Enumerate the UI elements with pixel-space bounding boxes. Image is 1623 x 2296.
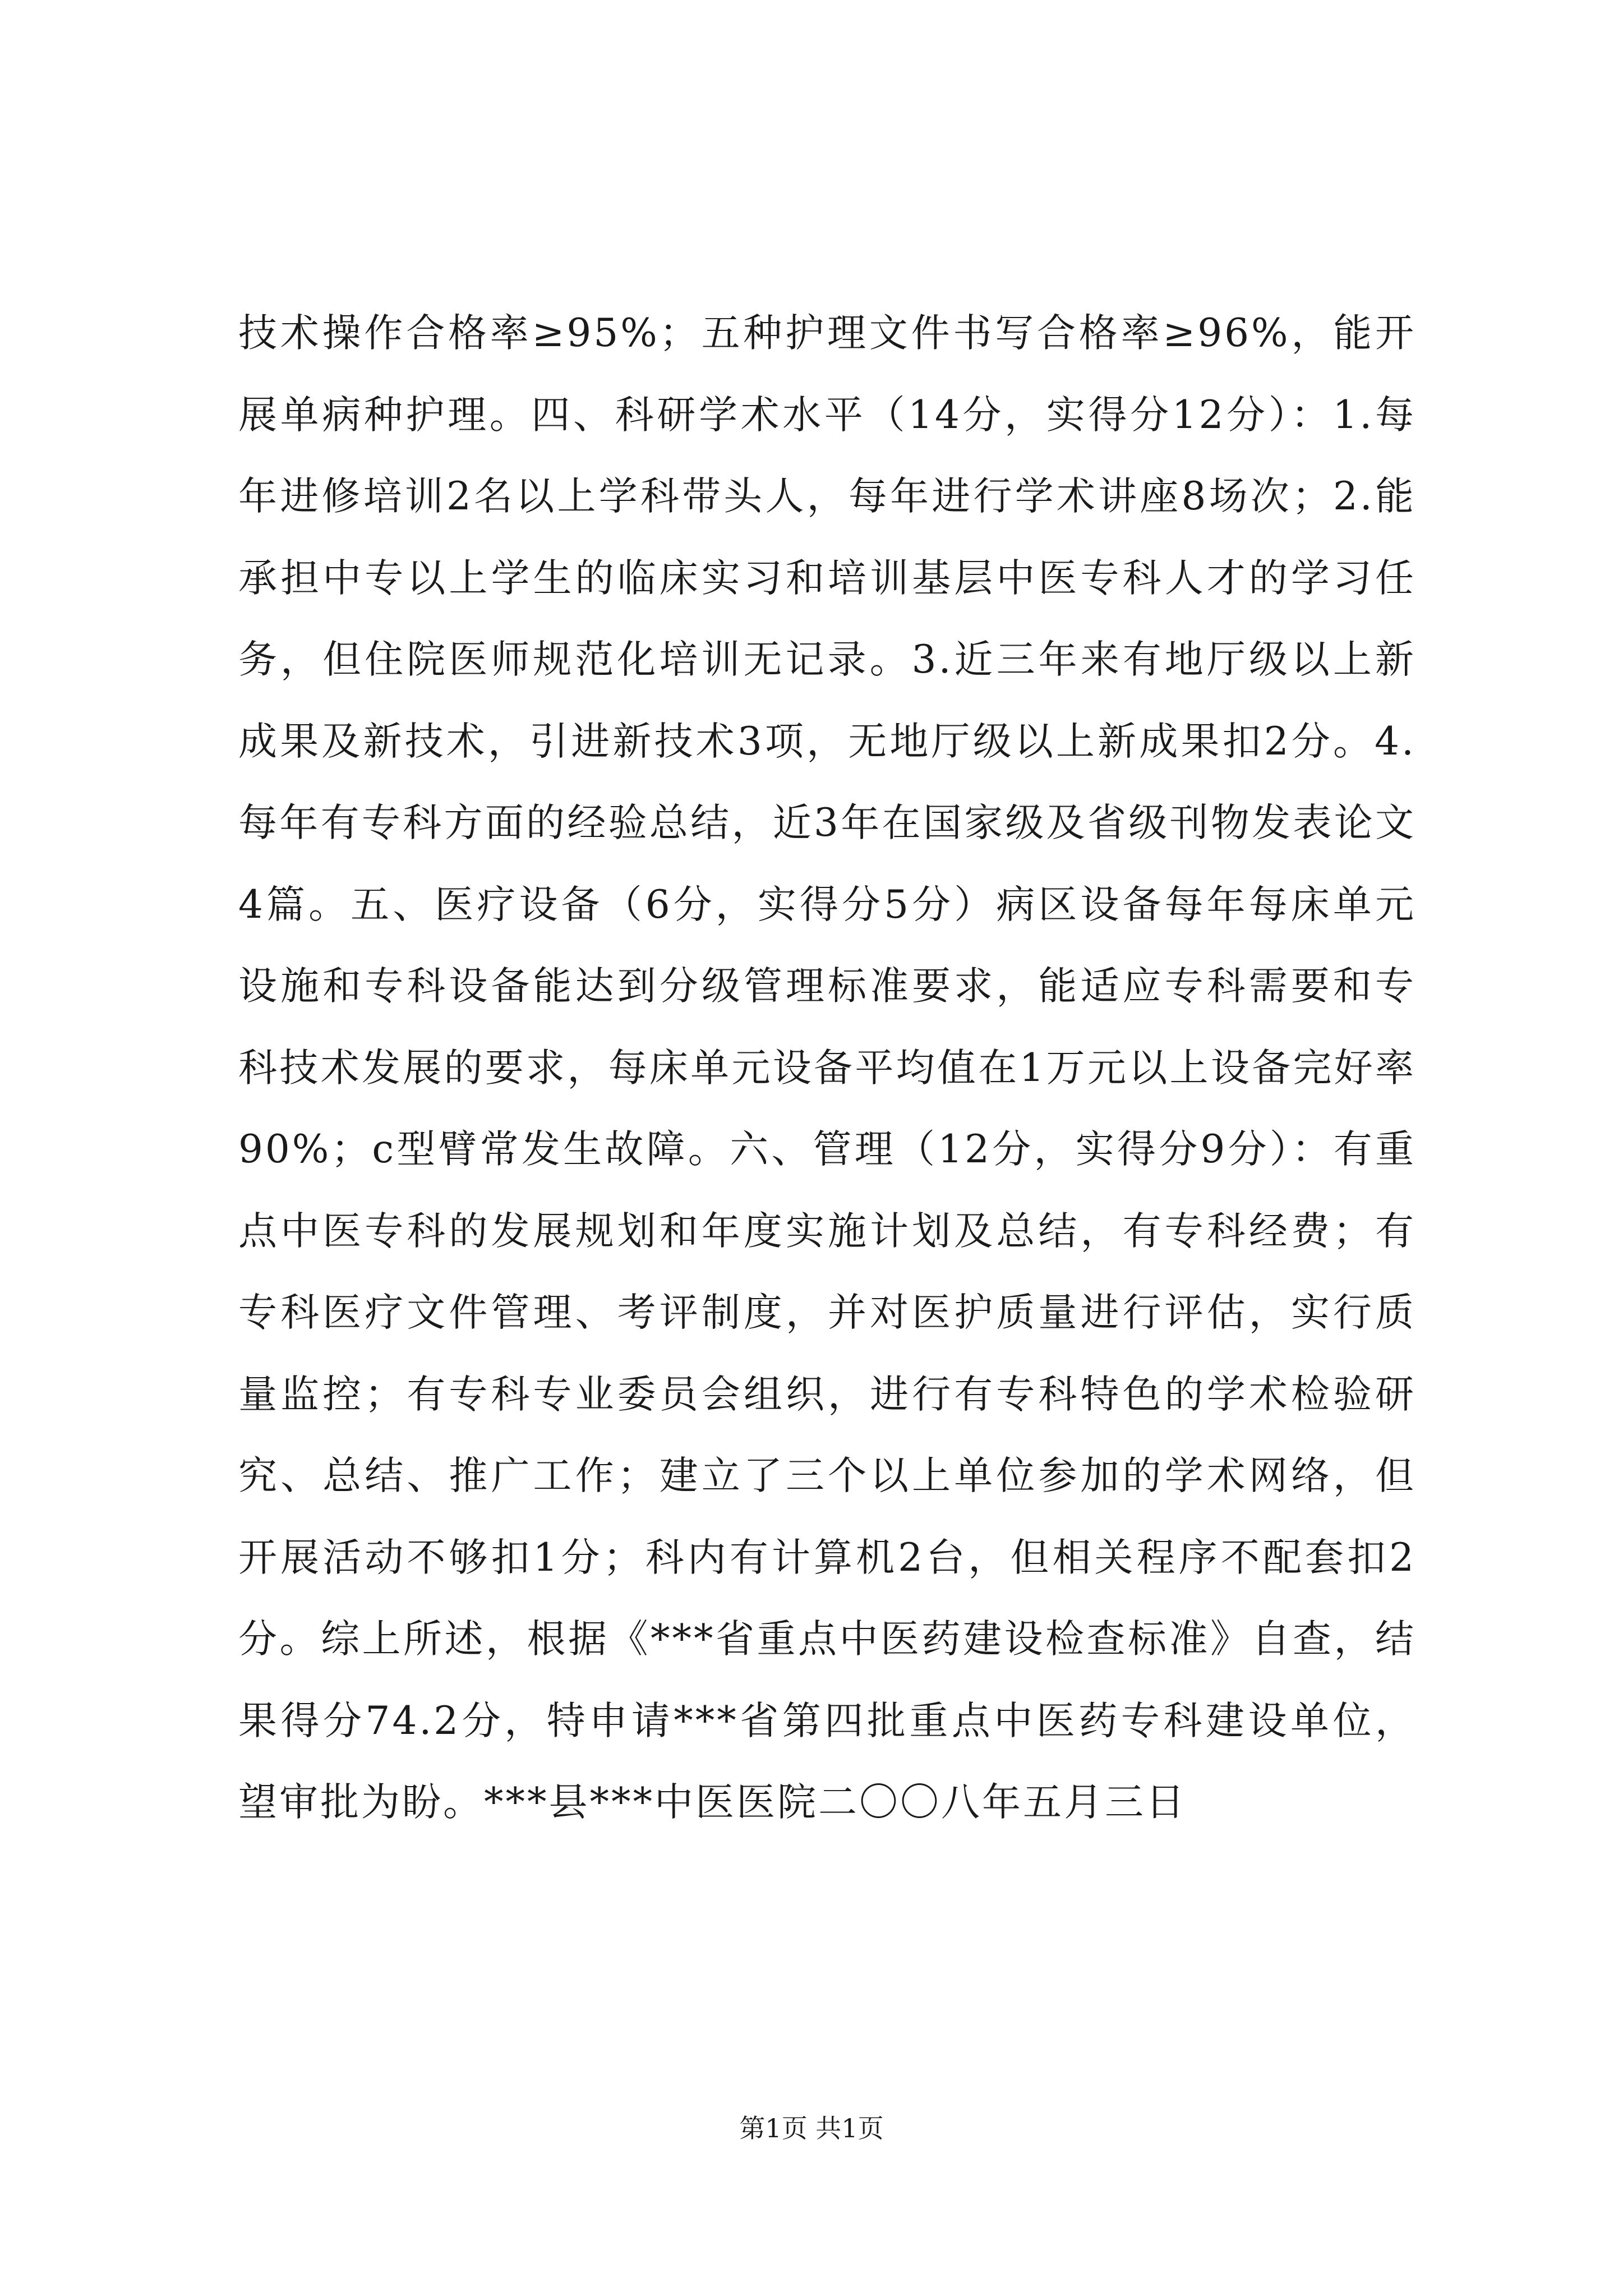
body-paragraph: 技术操作合格率≥95%；五种护理文件书写合格率≥96%，能开展单病种护理。四、科研学术水平（14分，实得分12分）：1.每年进修培训2名以上学科带头人，每年进行学术讲座8场次；2.能承担中专以上学生的临床实习和培训基层中医专科人才的学习任务，但住院医师规范化培训无记录。3.近三年来有地厅级以上新成果及新技术，引进新技术3项，无地厅级以上新成果扣2分。4.每年有专科方面的经验总结，近3年在国家级及省级刊物发表论文4篇。五、医疗设备（6分，实得分5分）病区设备每年每床单元设施和专科设备能达到分级管理标准要求，能适应专科需要和专科技术发展的要求，每床单元设备平均值在1万元以上设备完好率90%；c型臂常发生故障。六、管理（12分，实得分9分）：有重点中医专科的发展规划和年度实施计划及总结，有专科经费；有专科医疗文件管理、考评制度，并对医护质量进行评估，实行质量监控；有专科专业委员会组织，进行有专科特色的学术检验研究、总结、推广工作；建立了三个以上单位参加的学术网络，但开展活动不够扣1分；科内有计算机2台，但相关程序不配套扣2分。综上所述，根据《***省重点中医药建设检查标准》自查，结果得分74.2分，特申请***省第四批重点中医药专科建设单位，望审批为盼。***县***中医医院二〇〇八年五月三日 — [238, 311, 1416, 1825]
page-footer: 第1页 共1页 — [739, 2113, 884, 2143]
